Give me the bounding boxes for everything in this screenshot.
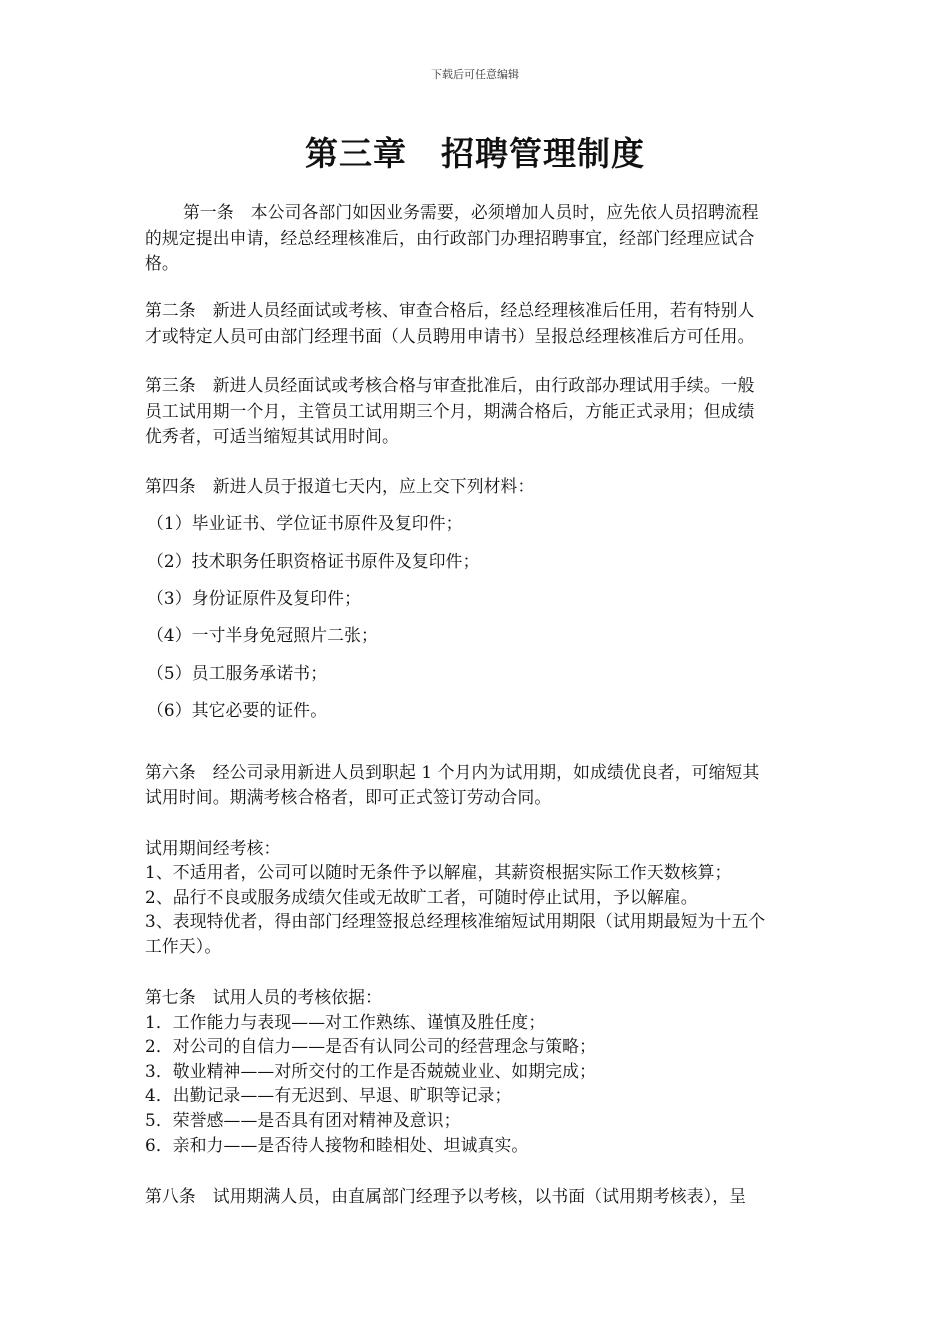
chapter-title: 第三章 招聘管理制度 [305,134,645,173]
assessment-criterion: 3．敬业精神——对所交付的工作是否兢兢业业、如期完成； [145,1061,597,1081]
article-6-line: 试用时间。期满考核合格者，即可正式签订劳动合同。 [145,787,552,807]
materials-list-item: （1）毕业证书、学位证书原件及复印件； [147,513,463,533]
assessment-criterion: 6．亲和力——是否待人接物和睦相处、坦诚真实。 [145,1135,529,1155]
article-8-line: 第八条 试用期满人员，由直属部门经理予以考核，以书面（试用期考核表），呈 [145,1186,747,1206]
article-2-line: 第二条 新进人员经面试或考核、审查合格后，经总经理核准后任用，若有特别人 [145,300,755,320]
article-1-line: 格。 [145,253,179,273]
article-6-line: 第六条 经公司录用新进人员到职起 1 个月内为试用期，如成绩优良者，可缩短其 [145,762,760,782]
materials-list-item: （6）其它必要的证件。 [147,700,328,720]
article-1-line: 第一条 本公司各部门如因业务需要，必须增加人员时，应先依人员招聘流程 [183,202,759,222]
assessment-criterion: 5．荣誉感——是否具有团对精神及意识； [145,1110,461,1130]
materials-list-item: （2）技术职务任职资格证书原件及复印件； [147,551,480,571]
materials-list-item: （3）身份证原件及复印件； [147,588,362,608]
assessment-criterion: 1．工作能力与表现——对工作熟练、谨慎及胜任度； [145,1012,546,1032]
assessment-criterion: 4．出勤记录——有无迟到、早退、旷职等记录； [145,1085,512,1105]
materials-list-item: （4）一寸半身免冠照片二张； [147,625,378,645]
materials-list-item: （5）员工服务承诺书； [147,663,328,683]
article-3-line: 第三条 新进人员经面试或考核合格与审查批准后，由行政部办理试用手续。一般 [145,375,755,395]
page-header: 下载后可任意编辑 [431,68,519,81]
article-7-line: 第七条 试用人员的考核依据： [145,987,383,1007]
probation-rule: 工作天）。 [145,936,222,956]
probation-heading: 试用期间经考核： [145,838,281,858]
article-2-line: 才或特定人员可由部门经理书面（人员聘用申请书）呈报总经理核准后方可任用。 [145,326,755,346]
article-4-line: 第四条 新进人员于报道七天内，应上交下列材料： [145,476,535,496]
article-3-line: 员工试用期一个月，主管员工试用期三个月，期满合格后，方能正式录用；但成绩 [145,401,755,421]
probation-rule: 3、表现特优者，得由部门经理签报总经理核准缩短试用期限（试用期最短为十五个 [145,911,766,931]
article-3-line: 优秀者，可适当缩短其试用时间。 [145,426,399,446]
article-1-line: 的规定提出申请，经总经理核准后，由行政部门办理招聘事宜，经部门经理应试合 [145,228,755,248]
assessment-criterion: 2．对公司的自信力——是否有认同公司的经营理念与策略； [145,1036,597,1056]
probation-rule: 2、品行不良或服务成绩欠佳或无故旷工者，可随时停止试用，予以解雇。 [145,887,698,907]
probation-rule: 1、不适用者，公司可以随时无条件予以解雇，其薪资根据实际工作天数核算； [145,862,732,882]
